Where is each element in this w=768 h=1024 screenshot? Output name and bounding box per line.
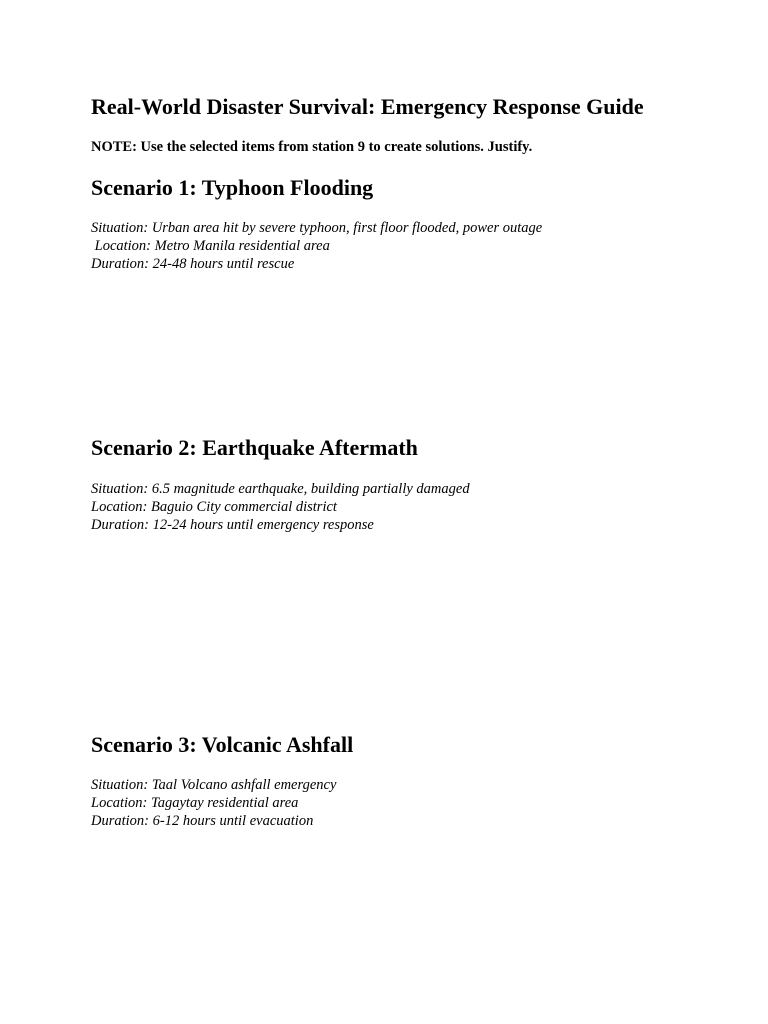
scenario-3-situation: Situation: Taal Volcano ashfall emergency: [91, 777, 337, 793]
scenario-3-location: Location: Tagaytay residential area: [91, 795, 299, 811]
scenario-2-heading: Scenario 2: Earthquake Aftermath: [91, 435, 418, 460]
scenario-3-duration: Duration: 6-12 hours until evacuation: [91, 813, 314, 829]
scenario-3-details: [91, 776, 336, 830]
scenario-1-duration: Duration: 24-48 hours until rescue: [91, 256, 295, 272]
scenario-1-details: [91, 219, 542, 273]
scenario-2-details: [91, 480, 470, 534]
scenario-1-situation: Situation: Urban area hit by severe typhoon, first floor flooded, power outage: [91, 220, 543, 236]
document-title: Real-World Disaster Survival: Emergency Response Guide: [91, 94, 644, 119]
scenario-2-location: Location: Baguio City commercial district: [91, 499, 337, 515]
scenario-1-location: Location: Metro Manila residential area: [91, 238, 330, 254]
scenario-2-duration: Duration: 12-24 hours until emergency response: [91, 517, 374, 533]
scenario-3-heading: Scenario 3: Volcanic Ashfall: [91, 732, 354, 757]
scenario-1-heading: Scenario 1: Typhoon Flooding: [91, 175, 374, 200]
instruction-note: NOTE: Use the selected items from station 9 to create solutions. Justify.: [91, 139, 533, 155]
scenario-2-situation: Situation: 6.5 magnitude earthquake, building partially damaged: [91, 481, 470, 497]
